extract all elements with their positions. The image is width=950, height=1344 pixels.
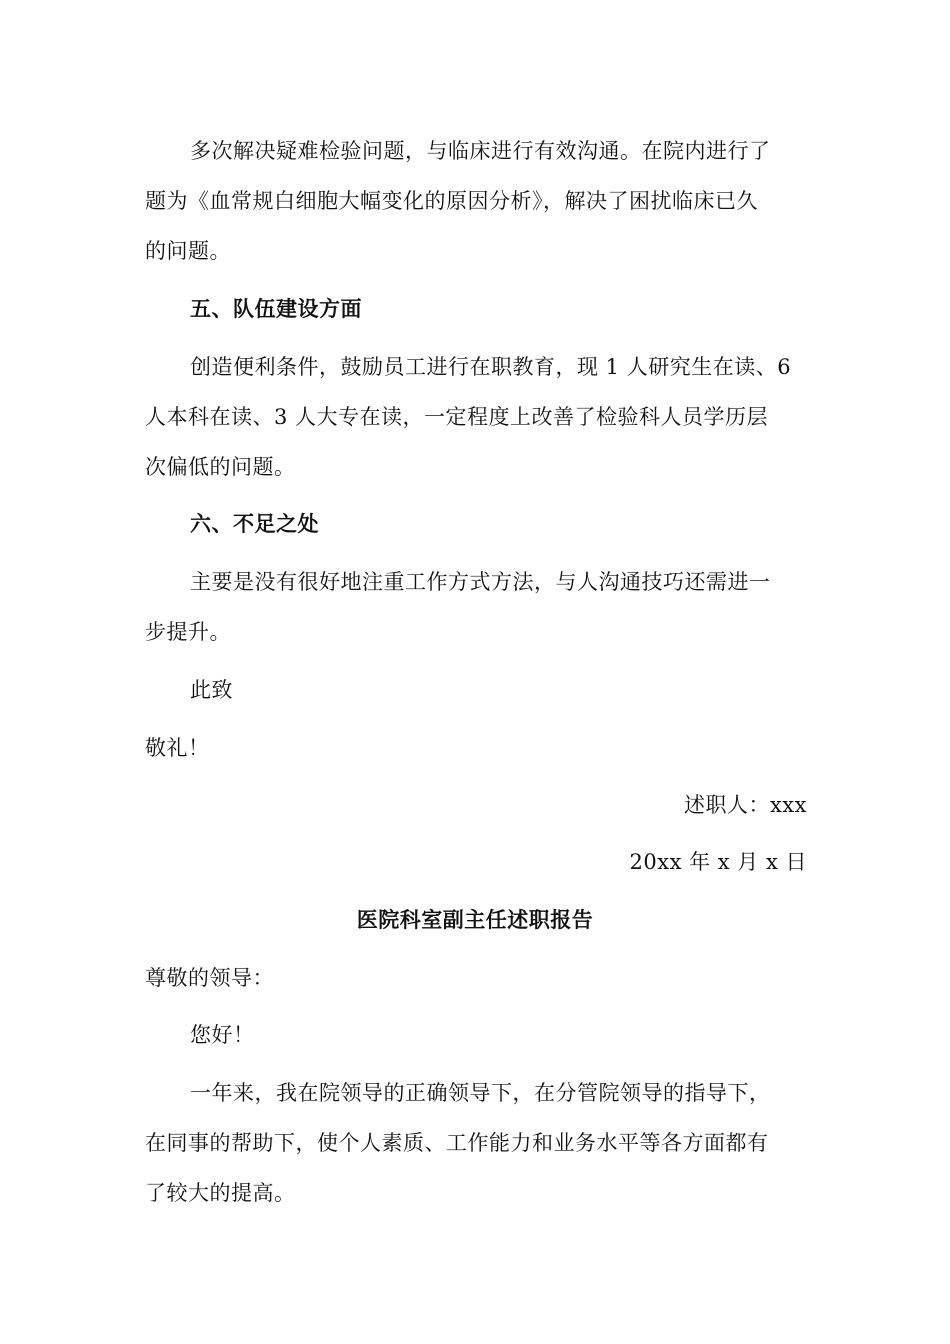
- signer-line: 述职人：xxx: [683, 793, 807, 817]
- section-heading: 五、队伍建设方面: [190, 296, 362, 321]
- paragraph-line: 次偏低的问题。: [145, 455, 296, 479]
- paragraph-line: 多次解决疑难检验问题，与临床进行有效沟通。在院内进行了: [190, 139, 771, 163]
- paragraph-line: 的问题。: [145, 239, 231, 263]
- paragraph-line: 创造便利条件，鼓励员工进行在职教育，现 1 人研究生在读、6: [190, 355, 792, 379]
- section-heading: 六、不足之处: [190, 511, 319, 536]
- paragraph-line: 人本科在读、3 人大专在读，一定程度上改善了检验科人员学历层: [145, 405, 769, 429]
- paragraph-line: 主要是没有很好地注重工作方式方法，与人沟通技巧还需进一: [190, 570, 771, 594]
- paragraph-line: 一年来，我在院领导的正确领导下，在分管院领导的指导下，: [190, 1081, 771, 1105]
- date-line: 20xx 年 x 月 x 日: [629, 850, 807, 874]
- report-title: 医院科室副主任述职报告: [356, 907, 594, 932]
- paragraph-line: 在同事的帮助下，使个人素质、工作能力和业务水平等各方面都有: [145, 1131, 769, 1155]
- closing-jingli: 敬礼！: [145, 736, 210, 760]
- paragraph-line: 了较大的提高。: [145, 1181, 296, 1205]
- closing-cizhi: 此致: [190, 678, 233, 702]
- salutation: 尊敬的领导：: [145, 966, 274, 990]
- greeting: 您好！: [190, 1023, 255, 1047]
- paragraph-line: 题为《血常规白细胞大幅变化的原因分析》，解决了困扰临床已久: [145, 189, 758, 213]
- paragraph-line: 步提升。: [145, 620, 231, 644]
